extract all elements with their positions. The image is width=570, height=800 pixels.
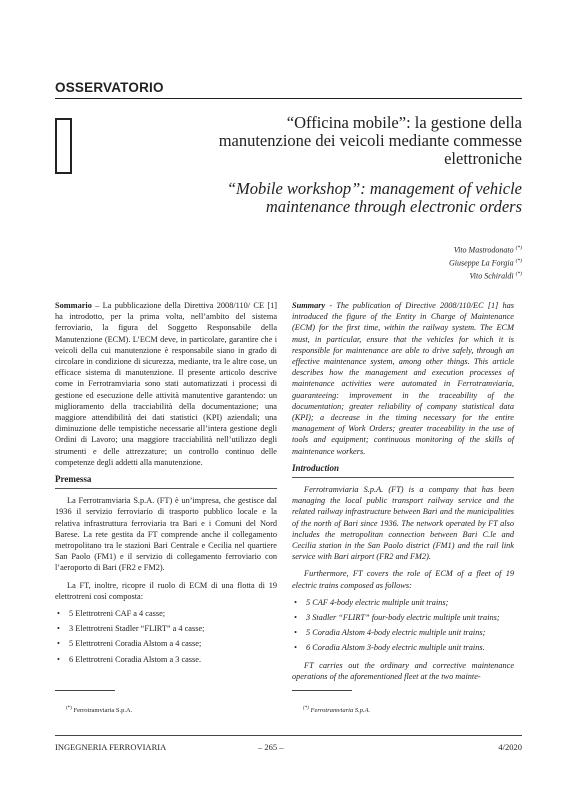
top-rule	[55, 98, 522, 99]
footnote-rule	[292, 690, 352, 691]
author: Vito Mastrodonato (*)	[453, 245, 522, 255]
fleet-list	[292, 597, 514, 654]
paragraph: La FT, inoltre, ricopre il ruolo di ECM di una flotta di 19 elettrotreni così composta:	[55, 580, 277, 601]
heading-introduction: Introduction	[292, 463, 514, 478]
list-item: • 6 Elettrotreni Coradia Alstom a 3 casse.	[55, 654, 277, 665]
list-item: • 6 Coradia Alstom 3-body electric multiple unit trains.	[292, 642, 514, 653]
footer-page: – 265 –	[258, 742, 284, 752]
summary-italian: Sommario – La pubblicazione della Direttiva 2008/110/ CE [1] ha introdotto, per la prima volta, nell’ambito del sistema ferroviario, la figura del Soggetto Responsabile della Manutenzione (ECM). L’ECM deve, in particolare, garantire che i veicoli della cui manutenzione è responsabile siano in grado di circolare in condizione di sicurezza, mediante, tra le altre cose, un efficace sistema di manutenzione. Il presente articolo descrive come in Ferrotramviaria sono stati automatizzati i processi di gestione ed esecuzione delle attività manutentive garantendo: un miglioramento della tracciabilità della documentazione; una maggiore attendibilità dei dati statistici (KPI) aziendali; una diminuzione delle tempistiche necessarie all’intera gestione degli Ordini di Lavoro; una maggiore tracciabilità nell’utilizzo degli strumenti e delle attrezzature; un controllo continuo delle competenze degli addetti alla manutenzione.	[55, 301, 277, 467]
list-item: • 3 Stadler “FLIRT” four-body electric multiple unit trains;	[292, 612, 514, 623]
paragraph: Furthermore, FT covers the role of ECM of a fleet of 19 electric trains composed as follows:	[292, 569, 514, 590]
author: Giuseppe La Forgia (*)	[448, 258, 522, 268]
summary-english: Summary - The publication of Directive 2008/110/EC [1] has introduced the figure of the Entity in Charge of Maintenance (ECM) for the first time, within the railway system. The ECM must, in particular, ensure that the vehicles for which it is responsible for maintenance are able to drive safely, through an effective maintenance system, among other things. This article describes how the management and execution processes of maintenance activities were automated in Ferrotramviaria, guaranteeing: improvement in the traceability of the documentation; greater reliability of company statistical data (KPI); a decrease in the timing necessary for the entire management of Work Orders; greater traceability in the use of tools and equipment; continuous monitoring of the skills of maintenance workers.	[292, 301, 514, 456]
footer-rule	[55, 735, 522, 736]
fleet-list	[55, 608, 277, 665]
right-column	[292, 300, 514, 688]
footnote-left: (*) Ferrotramviaria S.p.A.	[66, 706, 133, 715]
title-italian: “Officina mobile”: la gestione della manutenzione dei veicoli mediante commesse elettroniche	[218, 113, 522, 168]
footnote-rule	[55, 690, 115, 691]
paragraph: La Ferrotramviaria S.p.A. (FT) è un’impresa, che gestisce dal 1936 il servizio ferroviario di trasporto pubblico locale e la relativa infrastruttura ferroviaria tra Bari e i Comuni del Nord Barese. La rete gestita da FT comprende anche il collegamento metropolitano tra le stazioni Bari Centrale e Cecilia nel quartiere San Paolo (FM1) e il servizio di collegamento ferroviario con l’aeroporto di Bari (FR2 e FM2).	[55, 496, 277, 573]
authors	[449, 243, 522, 282]
list-item: • 3 Elettrotreni Stadler “FLIRT” a 4 casse;	[55, 623, 277, 634]
left-column	[55, 300, 277, 671]
author: Vito Schiraldi (*)	[469, 271, 522, 281]
footer-journal: INGEGNERIA FERROVIARIA	[55, 742, 167, 752]
list-item: • 5 Coradia Alstom 4-body electric multiple unit trains;	[292, 627, 514, 638]
list-item: • 5 Elettrotreni CAF a 4 casse;	[55, 608, 277, 619]
footer-issue: 4/2020	[498, 742, 522, 752]
decorative-square	[55, 118, 72, 174]
title-english: “Mobile workshop”: management of vehicle maintenance through electronic orders	[226, 179, 522, 216]
list-item: • 5 Elettrotreni Coradia Alstom a 4 casse;	[55, 638, 277, 649]
list-item: • 5 CAF 4-body electric multiple unit trains;	[292, 597, 514, 608]
paragraph: FT carries out the ordinary and corrective maintenance operations of the aforementioned fleet at the two mainte-	[292, 660, 514, 681]
paragraph: Ferrotramviaria S.p.A. (FT) is a company that has been managing the local public transport railway service and the related railway infrastructure between Bari and the municipalities of the north of Bari since 1936. The network operated by FT also includes the metropolitan connection between Bari C.le and Cecilia station in the San Paolo district (FM1) and the rail link service with Bari airport (FR2 and FM2).	[292, 485, 514, 562]
footnote-right: (*) Ferrotramviaria S.p.A.	[303, 706, 371, 715]
section-label: OSSERVATORIO	[55, 80, 164, 95]
heading-premessa: Premessa	[55, 474, 277, 489]
